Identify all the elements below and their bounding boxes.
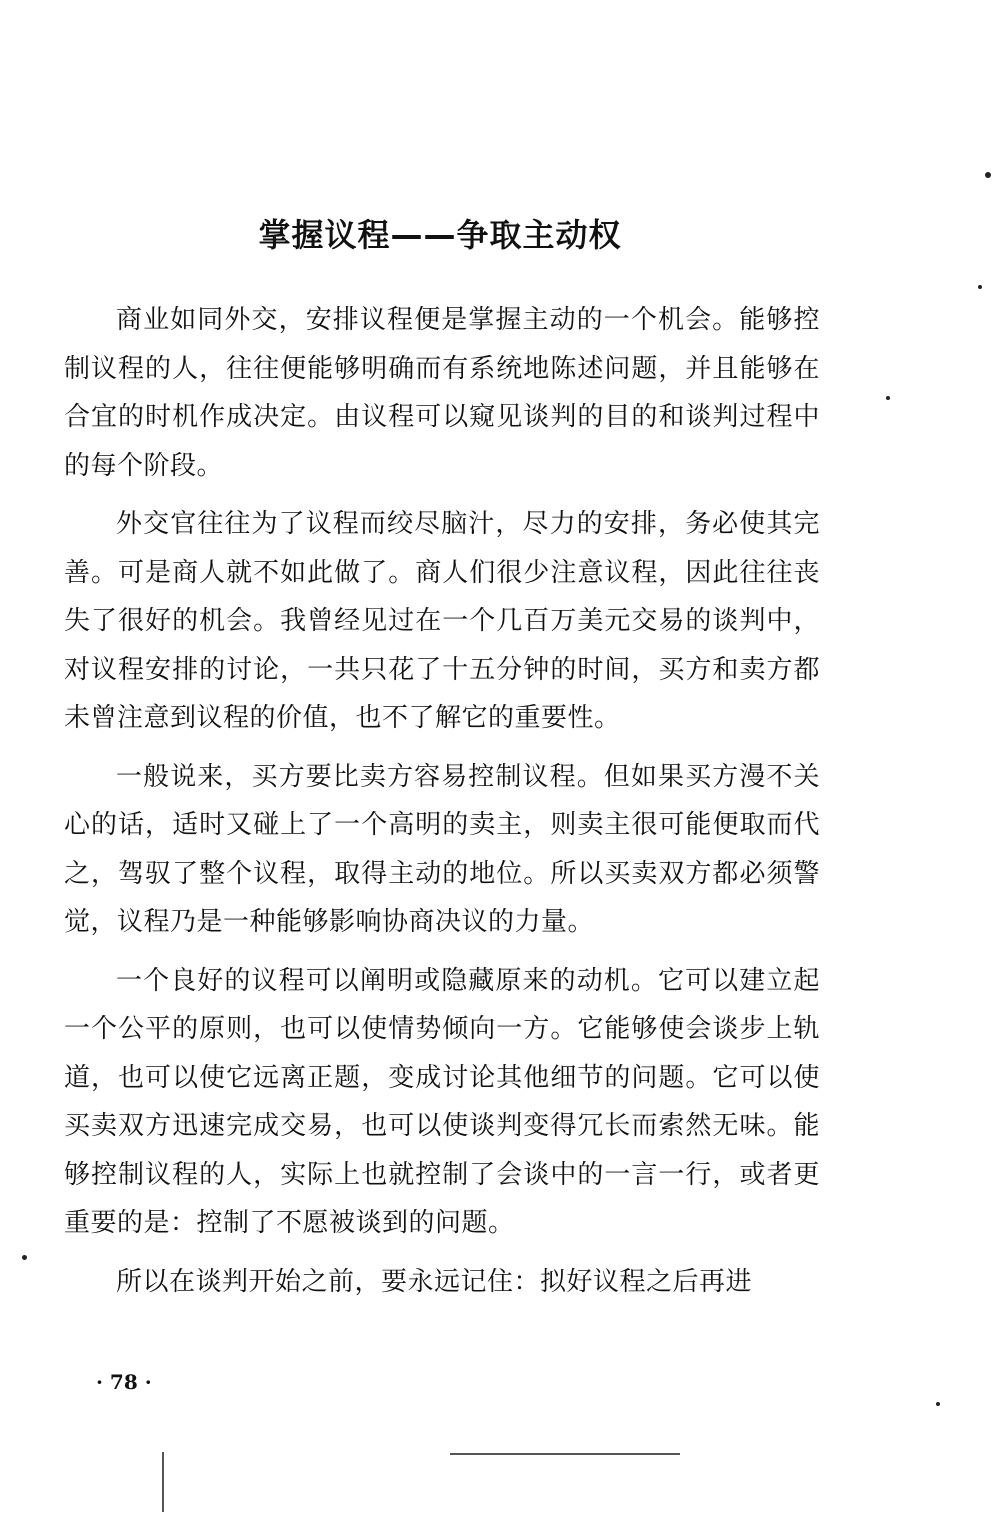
paragraph-2: 外交官往往为了议程而绞尽脑汁，尽力的安排，务必使其完善。可是商人就不如此做了。商人们很少注意议程，因此往往丧失了很好的机会。我曾经见过在一个几百万美元交易的谈判中，对议程安排的讨论，一共只花了十五分钟的时间，买方和卖方都未曾注意到议程的价值，也不了解它的重要性。 (64, 509, 820, 733)
scan-rule (450, 1453, 680, 1455)
scan-rule (162, 1452, 164, 1512)
page-number: · 78 · (96, 1370, 152, 1394)
paragraph-5: 所以在谈判开始之前，要永远记住：拟好议程之后再进 (116, 1266, 753, 1297)
chapter-title: 掌握议程——争取主动权 (258, 216, 622, 254)
scan-speck (886, 396, 890, 400)
scan-speck (978, 285, 982, 289)
scan-speck (936, 1402, 940, 1406)
scan-speck (22, 1255, 27, 1260)
scan-speck (985, 172, 991, 178)
paragraph-1: 商业如同外交，安排议程便是掌握主动的一个机会。能够控制议程的人，往往便能够明确而有系统地陈述问题，并且能够在合宜的时机作成决定。由议程可以窥见谈判的目的和谈判过程中的每个阶段。 (64, 305, 820, 481)
body-text (64, 296, 820, 1316)
paragraph-3: 一般说来，买方要比卖方容易控制议程。但如果买方漫不关心的话，适时又碰上了一个高明的卖主，则卖主很可能便取而代之，驾驭了整个议程，取得主动的地位。所以买卖双方都必须警觉，议程乃是一种能够影响协商决议的力量。 (64, 761, 820, 937)
paragraph-4: 一个良好的议程可以阐明或隐藏原来的动机。它可以建立起一个公平的原则，也可以使情势倾向一方。它能够使会谈步上轨道，也可以使它远离正题，变成讨论其他细节的问题。它可以使买卖双方迅速完成交易，也可以使谈判变得冗长而索然无味。能够控制议程的人，实际上也就控制了会谈中的一言一行，或者更重要的是：控制了不愿被谈到的问题。 (64, 965, 820, 1238)
